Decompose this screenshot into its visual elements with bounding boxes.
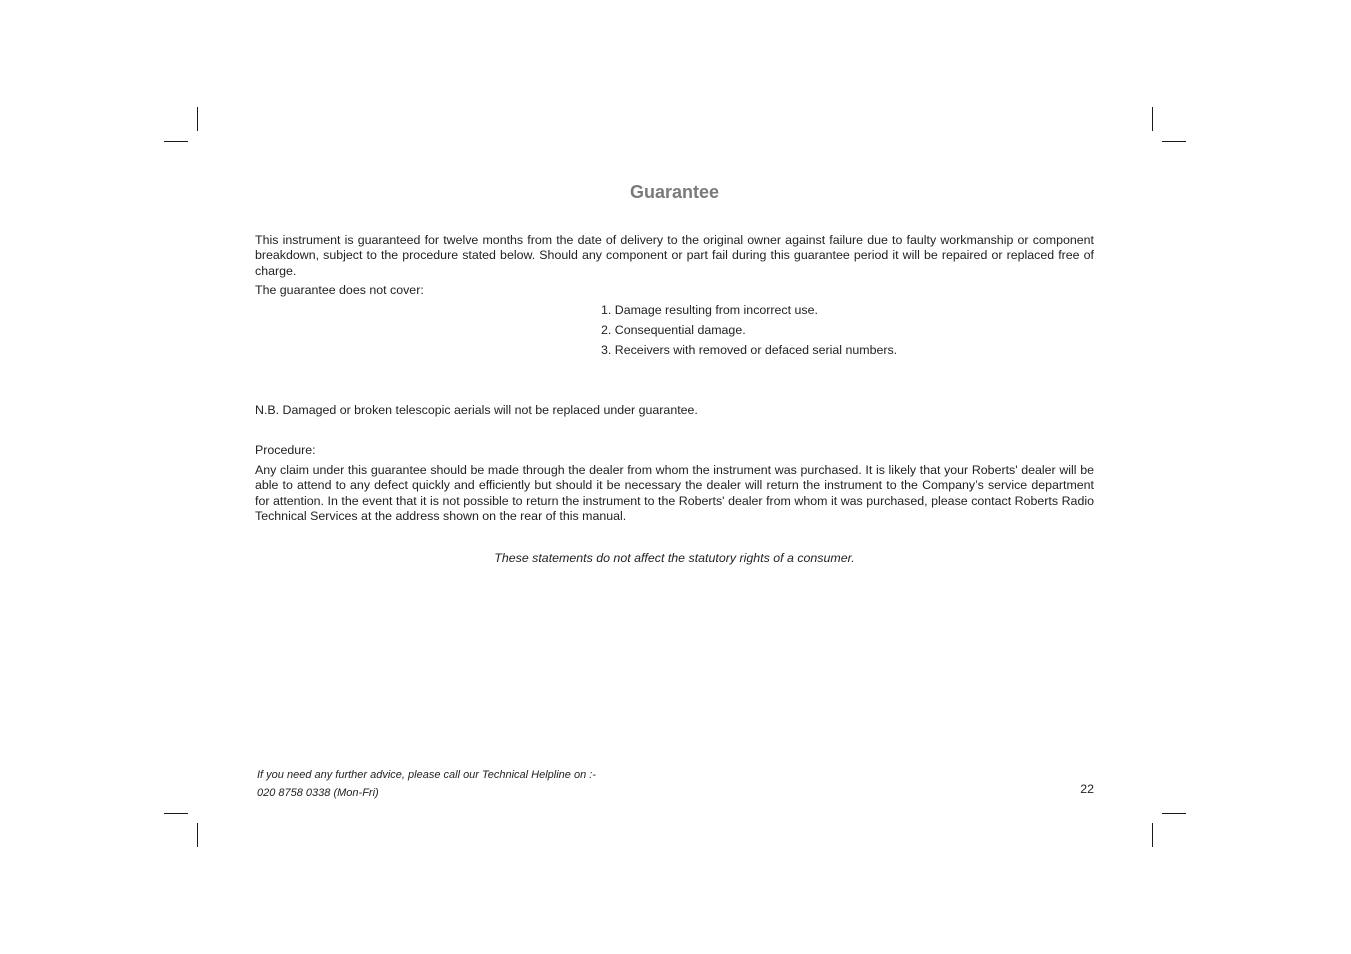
crop-mark-bottom-left-vertical [197, 823, 198, 847]
procedure-text: Any claim under this guarantee should be made through the dealer from whom the instrument was purchased. It is likely that your Roberts' dealer will be able to attend to any defect quickly and efficiently but should it be necessary the dealer will return the instrument to the Company’s service department for attention. In the event that it is not possible to return the instrument to the Roberts' dealer from whom it was purchased, please contact Roberts Radio Technical Services at the address shown on the rear of this manual. [255, 463, 1094, 523]
crop-mark-top-left-horizontal [164, 141, 188, 142]
crop-mark-top-right-vertical [1152, 107, 1153, 131]
exclusion-list [601, 303, 897, 363]
crop-mark-top-left-vertical [197, 107, 198, 131]
not-cover-heading: The guarantee does not cover: [255, 283, 424, 297]
crop-mark-bottom-right-horizontal [1162, 813, 1186, 814]
page-number: 22 [1080, 782, 1094, 796]
guarantee-intro: This instrument is guaranteed for twelve months from the date of delivery to the original owner against failure due to faulty workmanship or component breakdown, subject to the procedure stated below. Should any component or part fail during this guarantee period it will be repaired or replaced free of charge. [255, 233, 1094, 278]
nb-note: N.B. Damaged or broken telescopic aerials will not be replaced under guarantee. [255, 403, 698, 417]
procedure-heading: Procedure: [255, 443, 316, 457]
crop-mark-bottom-left-horizontal [164, 813, 188, 814]
statutory-note: These statements do not affect the statutory rights of a consumer. [494, 551, 855, 565]
helpline-text: If you need any further advice, please call our Technical Helpline on :- [257, 769, 596, 781]
page-title: Guarantee [629, 182, 720, 202]
exclusion-item: 1. Damage resulting from incorrect use. [601, 303, 818, 317]
crop-mark-bottom-right-vertical [1152, 823, 1153, 847]
helpline-phone: 020 8758 0338 (Mon-Fri) [257, 787, 379, 799]
exclusion-item: 2. Consequential damage. [601, 323, 746, 337]
crop-mark-top-right-horizontal [1162, 141, 1186, 142]
exclusion-item: 3. Receivers with removed or defaced serial numbers. [601, 343, 898, 357]
